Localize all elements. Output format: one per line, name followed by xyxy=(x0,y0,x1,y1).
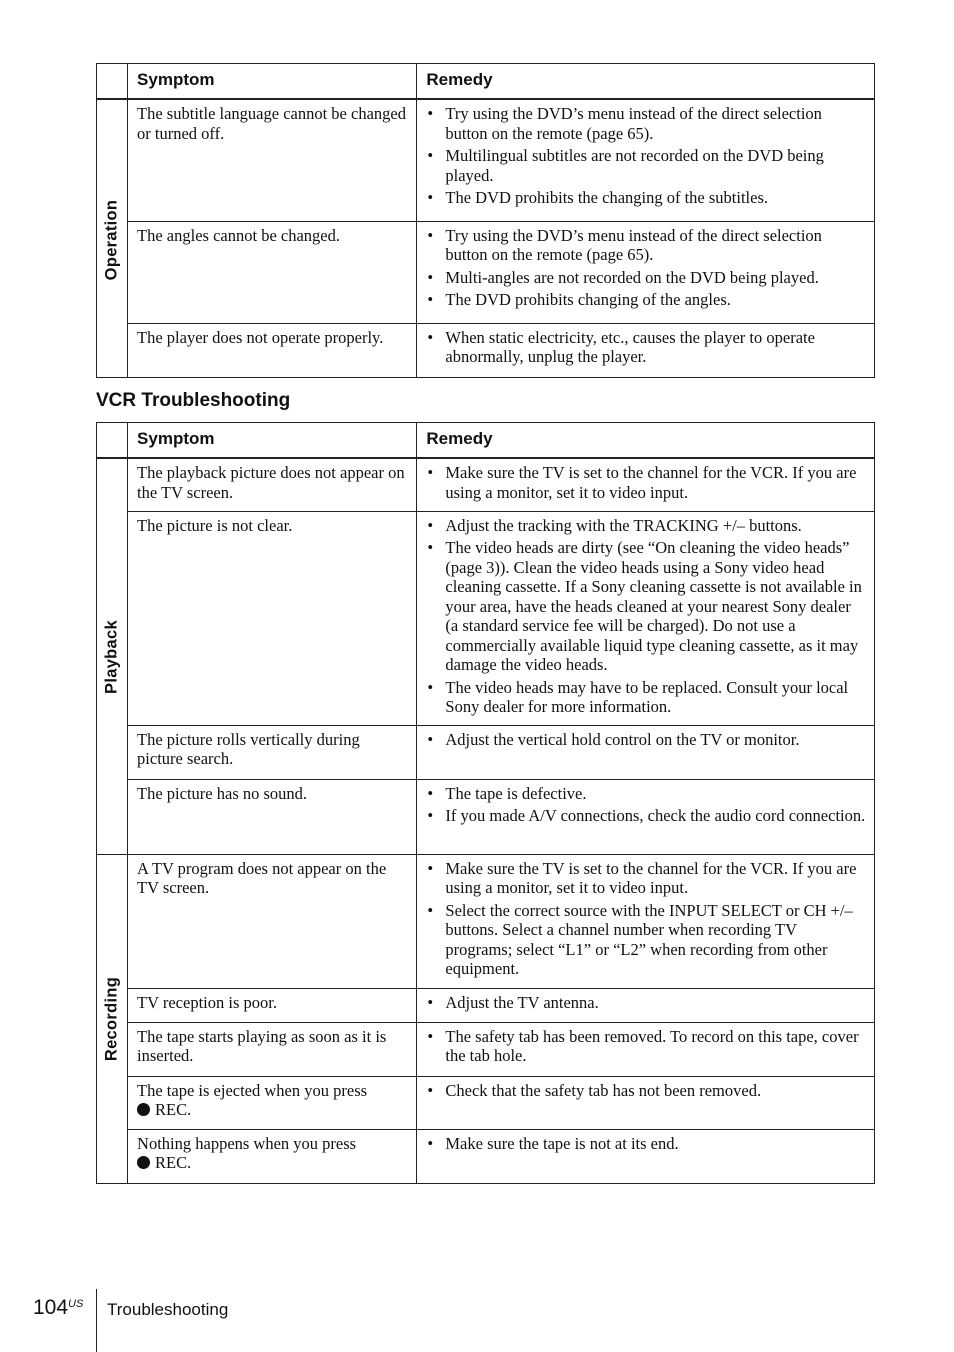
remedy-item: • Adjust the tracking with the TRACKING +/– buttons. xyxy=(426,516,866,536)
record-dot-icon xyxy=(137,1156,150,1169)
symptom-cell: The picture rolls vertically during picture search. xyxy=(128,725,417,779)
section-label-operation: Operation xyxy=(102,199,121,281)
remedy-header: Remedy xyxy=(417,64,875,100)
table-row xyxy=(97,323,875,377)
symptom-header: Symptom xyxy=(128,423,417,459)
remedy-item: • When static electricity, etc., causes the player to operate abnormally, unplug the player. xyxy=(426,328,866,367)
symptom-cell: A TV program does not appear on the TV screen. xyxy=(128,854,417,988)
table-row xyxy=(97,1129,875,1183)
table-row xyxy=(97,779,875,854)
remedy-item: • Adjust the TV antenna. xyxy=(426,993,866,1013)
remedy-item: • If you made A/V connections, check the audio cord connection. xyxy=(426,806,866,826)
section-label-recording: Recording xyxy=(102,976,121,1061)
remedy-cell xyxy=(417,988,875,1022)
section-heading-vcr: VCR Troubleshooting xyxy=(96,390,291,411)
remedy-item: • Try using the DVD’s menu instead of the direct selection button on the remote (page 65). xyxy=(426,104,866,143)
symptom-cell: The playback picture does not appear on the TV screen. xyxy=(128,458,417,511)
table-header-row xyxy=(97,64,875,100)
symptom-suffix: REC. xyxy=(155,1153,192,1172)
remedy-item: • Select the correct source with the INPUT SELECT or CH +/– buttons. Select a channel number when recording TV programs; select “L1” or “L2” when recording from other equipment. xyxy=(426,901,866,979)
remedy-cell xyxy=(417,725,875,779)
remedy-cell xyxy=(417,323,875,377)
remedy-cell xyxy=(417,99,875,221)
remedy-item: • Multi-angles are not recorded on the DVD being played. xyxy=(426,268,866,288)
symptom-cell xyxy=(128,1076,417,1129)
remedy-item: • Multilingual subtitles are not recorded on the DVD being played. xyxy=(426,146,866,185)
symptom-cell: The picture is not clear. xyxy=(128,511,417,725)
symptom-cell: The subtitle language cannot be changed or turned off. xyxy=(128,99,417,221)
remedy-cell xyxy=(417,221,875,323)
table-row xyxy=(97,99,875,221)
table-row xyxy=(97,725,875,779)
table-row xyxy=(97,854,875,988)
footer-section-title: Troubleshooting xyxy=(107,1300,229,1319)
table-row xyxy=(97,1076,875,1129)
symptom-text: Nothing happens when you press xyxy=(137,1133,357,1153)
page-suffix: US xyxy=(68,1298,84,1310)
symptom-suffix: REC. xyxy=(155,1100,192,1119)
symptom-cell: The angles cannot be changed. xyxy=(128,221,417,323)
remedy-header: Remedy xyxy=(417,423,875,459)
remedy-cell xyxy=(417,1022,875,1076)
remedy-item: • The DVD prohibits changing of the angles. xyxy=(426,290,866,310)
page-number xyxy=(33,1296,83,1320)
remedy-item: • Make sure the TV is set to the channel for the VCR. If you are using a monitor, set it to video input. xyxy=(426,859,866,898)
symptom-cell: The player does not operate properly. xyxy=(128,323,417,377)
section-recording xyxy=(97,854,128,1183)
remedy-item: • Adjust the vertical hold control on the TV or monitor. xyxy=(426,730,866,750)
remedy-cell xyxy=(417,458,875,511)
dvd-troubleshooting-table xyxy=(96,63,875,378)
table-row xyxy=(97,511,875,725)
section-playback xyxy=(97,458,128,854)
vcr-troubleshooting-table xyxy=(96,422,875,1184)
table-row xyxy=(97,458,875,511)
remedy-cell xyxy=(417,1076,875,1129)
remedy-item: • The video heads may have to be replaced. Consult your local Sony dealer for more information. xyxy=(426,678,866,717)
section-label-playback: Playback xyxy=(102,620,121,694)
remedy-item: • The video heads are dirty (see “On cleaning the video heads” (page 3)). Clean the video heads using a Sony video head cleaning cassette. If a Sony cleaning cassette is not available in your area, have the heads cleaned at your nearest Sony dealer (a standard service fee will be charged). Do not use a commercially available liquid type cleaning cassette, as it may damage the video heads. xyxy=(426,538,866,675)
remedy-cell xyxy=(417,854,875,988)
record-dot-icon xyxy=(137,1103,150,1116)
remedy-item: • Try using the DVD’s menu instead of the direct selection button on the remote (page 65). xyxy=(426,226,866,265)
symptom-cell: The picture has no sound. xyxy=(128,779,417,854)
remedy-item: • Make sure the tape is not at its end. xyxy=(426,1134,866,1154)
remedy-item: • The safety tab has been removed. To record on this tape, cover the tab hole. xyxy=(426,1027,866,1066)
remedy-item: • The tape is defective. xyxy=(426,784,866,804)
table-row xyxy=(97,1022,875,1076)
header-corner xyxy=(97,64,128,100)
remedy-cell xyxy=(417,1129,875,1183)
footer-divider xyxy=(96,1289,97,1352)
table-row xyxy=(97,221,875,323)
table-row xyxy=(97,988,875,1022)
remedy-item: • Check that the safety tab has not been removed. xyxy=(426,1081,866,1101)
symptom-cell xyxy=(128,1129,417,1183)
symptom-header: Symptom xyxy=(128,64,417,100)
table-header-row xyxy=(97,423,875,459)
symptom-cell: TV reception is poor. xyxy=(128,988,417,1022)
symptom-text: The tape is ejected when you press xyxy=(137,1080,368,1100)
page-number-value: 104 xyxy=(33,1296,69,1319)
remedy-item: • Make sure the TV is set to the channel for the VCR. If you are using a monitor, set it to video input. xyxy=(426,463,866,502)
remedy-cell xyxy=(417,779,875,854)
symptom-cell: The tape starts playing as soon as it is inserted. xyxy=(128,1022,417,1076)
section-operation xyxy=(97,99,128,377)
remedy-cell xyxy=(417,511,875,725)
header-corner xyxy=(97,423,128,459)
remedy-item: • The DVD prohibits the changing of the subtitles. xyxy=(426,188,866,208)
